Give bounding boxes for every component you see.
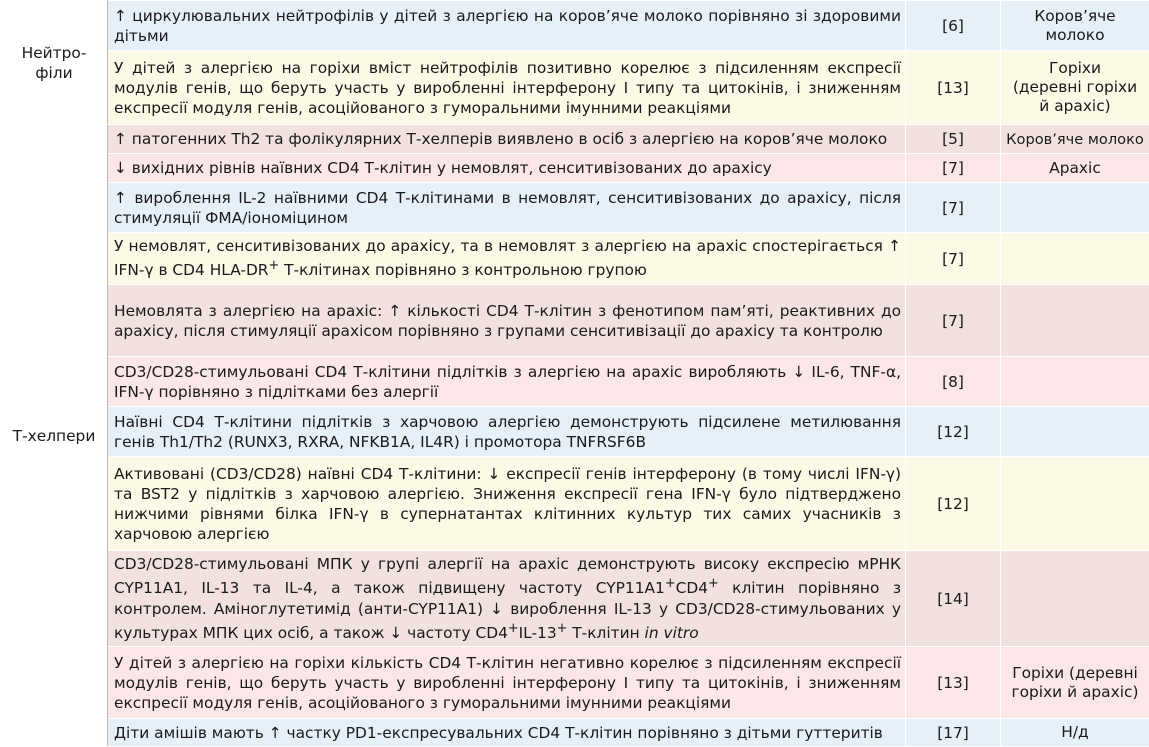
reference-cell: [5]: [906, 125, 1001, 154]
reference-cell: [12]: [906, 457, 1001, 551]
table-row: [1, 357, 1149, 407]
reference-cell: [13]: [906, 51, 1001, 125]
allergen-cell: [1001, 407, 1149, 457]
table-row: [1, 1, 1149, 51]
reference-cell: [17]: [906, 719, 1001, 747]
allergen-cell: Н/д: [1001, 719, 1149, 747]
allergen-cell: [1001, 183, 1149, 233]
reference-cell: [6]: [906, 1, 1001, 51]
allergen-cell: Арахіс: [1001, 154, 1149, 183]
allergen-cell: [1001, 551, 1149, 647]
table-row: [1, 154, 1149, 183]
reference-cell: [12]: [906, 407, 1001, 457]
table-row: [1, 551, 1149, 647]
table-row: [1, 457, 1149, 551]
allergen-cell: [1001, 357, 1149, 407]
table-row: [1, 51, 1149, 125]
description-cell: CD3/CD28-стимульовані МПК у групі алергії на арахіс демонструють високу експресію мРНК CYP11A1, IL-13 та IL-4, а також підвищену частоту CYP11A1+CD4+ клітин порівняно з контролем. Аміноглутетимід (анти-CYP11A1) ↓ вироблення IL-13 у CD3/CD28-стимульованих у культурах МПК цих осіб, а також ↓ частоту CD4+IL-13+ Т-клітин in vitro: [108, 551, 906, 647]
allergen-cell: Горіхи (деревні горіхи й арахіс): [1001, 647, 1149, 719]
description-cell: Активовані (CD3/CD28) наївні CD4 Т-клітини: ↓ експресії генів інтерферону (в тому числі IFN-γ) та BST2 у підлітків з харчовою алергією. Зниження експресії гена IFN-γ було підтверджено нижчими рівнями білка IFN-γ в супернатантах клітинних культур тих самих учасників з харчовою алергією: [108, 457, 906, 551]
table-row: [1, 285, 1149, 357]
reference-cell: [7]: [906, 183, 1001, 233]
table-row: [1, 407, 1149, 457]
category-neutrophils: Нейтро- філи: [1, 1, 108, 125]
allergen-cell: Горіхи (деревні горіхи й арахіс): [1001, 51, 1149, 125]
description-cell: ↑ патогенних Th2 та фолікулярних Т-хелперів виявлено в осіб з алергією на коров’яче молоко: [108, 125, 906, 154]
reference-cell: [13]: [906, 647, 1001, 719]
description-cell: Діти амішів мають ↑ частку PD1-експресувальних CD4 Т-клітин порівняно з дітьми гуттеритів: [108, 719, 906, 747]
description-cell: CD3/CD28-стимульовані CD4 Т-клітини підлітків з алергією на арахіс виробляють ↓ IL-6, TNF-α, IFN-γ порівняно з підлітками без алергії: [108, 357, 906, 407]
table-row: [1, 125, 1149, 154]
description-cell: У дітей з алергією на горіхи вміст нейтрофілів позитивно корелює з підсиленням експресії модулів генів, що беруть участь у виробленні інтерферону I типу та цитокінів, і зниженням експресії модуля генів, асоційованого з гуморальними імунними реакціями: [108, 51, 906, 125]
table-row: [1, 233, 1149, 285]
description-cell: ↓ вихідних рівнів наївних CD4 Т-клітин у немовлят, сенситивізованих до арахісу: [108, 154, 906, 183]
table-row: [1, 719, 1149, 747]
allergen-cell: [1001, 285, 1149, 357]
reference-cell: [7]: [906, 285, 1001, 357]
description-cell: ↑ циркулювальних нейтрофілів у дітей з алергією на коров’яче молоко порівняно зі здоровими дітьми: [108, 1, 906, 51]
table-row: [1, 647, 1149, 719]
table-row: [1, 183, 1149, 233]
allergen-cell: Коров’яче молоко: [1001, 125, 1149, 154]
description-cell: Немовлята з алергією на арахіс: ↑ кількості CD4 Т-клітин з фенотипом пам’яті, реактивних до арахісу, після стимуляції арахісом порівняно з групами сенситивізації до арахісу та контролю: [108, 285, 906, 357]
allergen-cell: [1001, 457, 1149, 551]
description-cell: У дітей з алергією на горіхи кількість CD4 Т-клітин негативно корелює з підсиленням експресії модулів генів, що беруть участь у виробленні інтерферону I типу та цитокінів, і зниженням експресії модуля генів, асоційованого з гуморальними імунними реакціями: [108, 647, 906, 719]
description-cell: ↑ вироблення IL-2 наївними CD4 Т-клітинами в немовлят, сенситивізованих до арахісу, після стимуляції ФМА/іономіцином: [108, 183, 906, 233]
category-t-helpers: Т-хелпери: [1, 125, 108, 747]
reference-cell: [8]: [906, 357, 1001, 407]
description-cell: У немовлят, сенситивізованих до арахісу, та в немовлят з алергією на арахіс спостерігається ↑ IFN-γ в CD4 HLA-DR+ Т-клітинах порівняно з контрольною групою: [108, 233, 906, 285]
reference-cell: [7]: [906, 154, 1001, 183]
reference-cell: [14]: [906, 551, 1001, 647]
allergen-cell: Коров’яче молоко: [1001, 1, 1149, 51]
reference-cell: [7]: [906, 233, 1001, 285]
description-cell: Наївні CD4 Т-клітини підлітків з харчовою алергією демонструють підсилене метилювання генів Th1/Th2 (RUNX3, RXRA, NFKB1A, IL4R) і промотора TNFRSF6B: [108, 407, 906, 457]
allergen-cell: [1001, 233, 1149, 285]
